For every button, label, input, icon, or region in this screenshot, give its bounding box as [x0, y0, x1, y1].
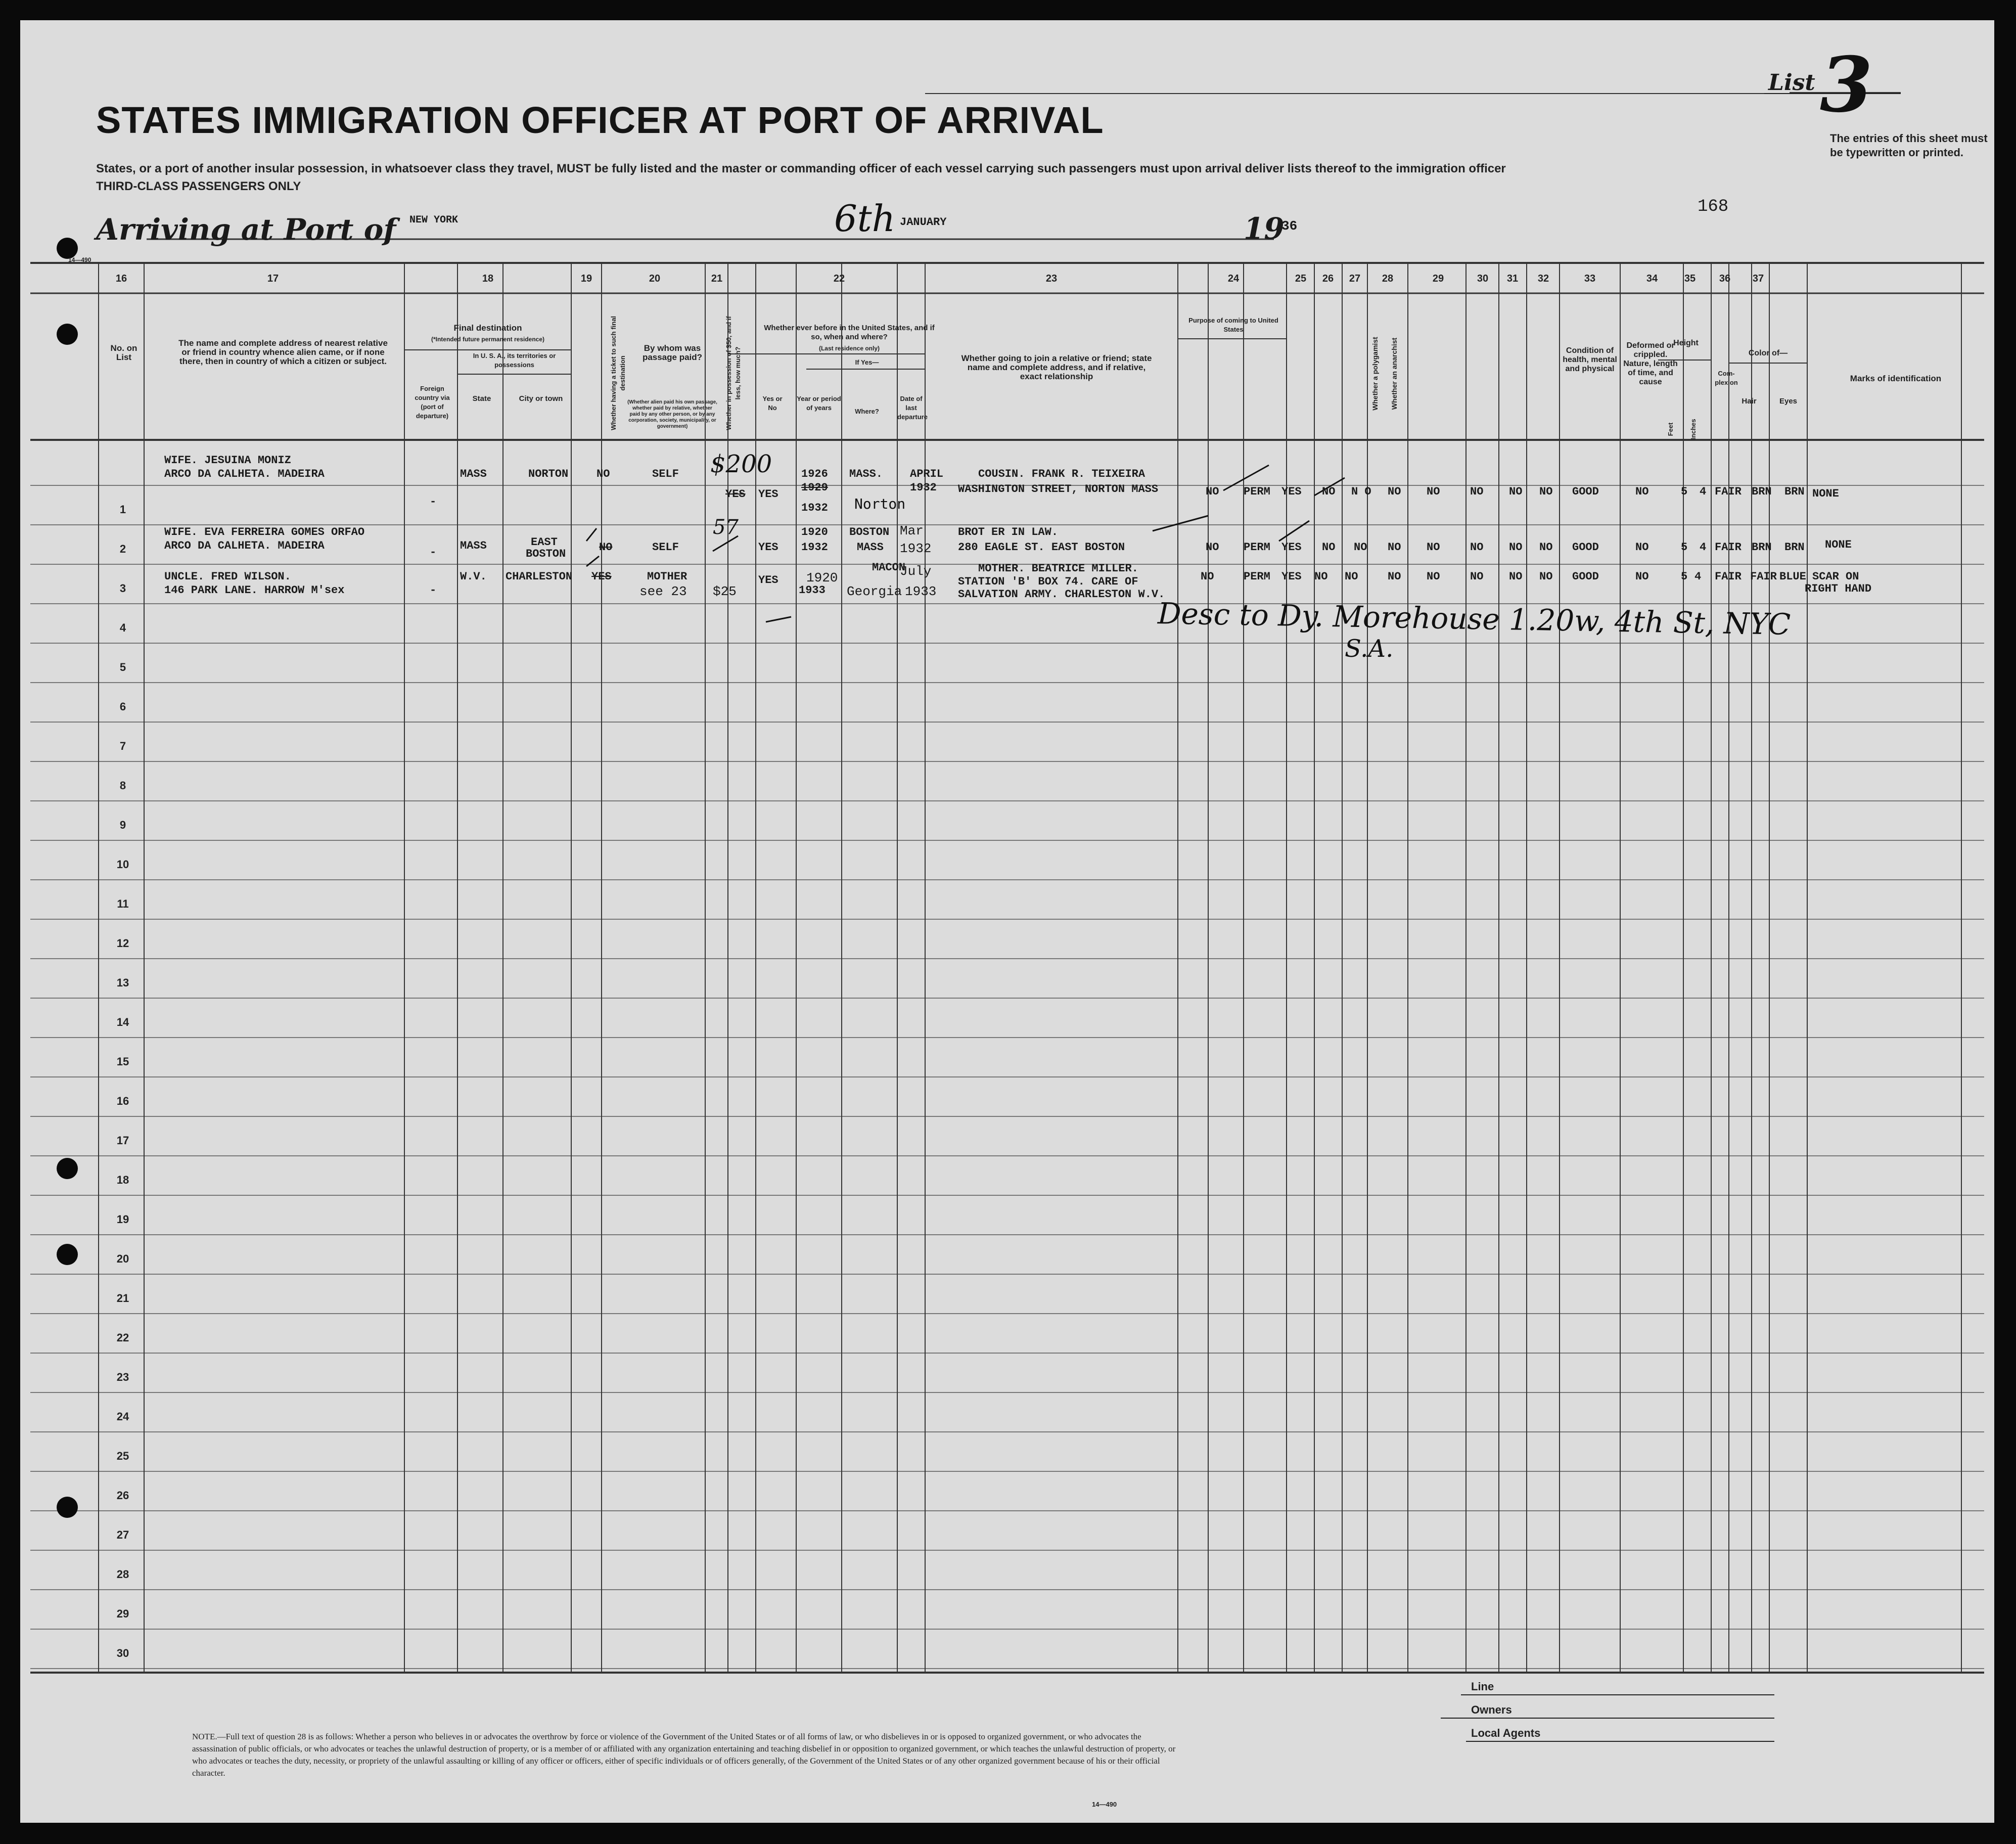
col-height-head: Height	[1673, 339, 1699, 347]
purpose-a: NO	[1206, 485, 1219, 498]
purpose-b: PERM	[1244, 541, 1270, 554]
local-agents-label: Local Agents	[1471, 1727, 1541, 1739]
column-number: 33	[1584, 273, 1596, 284]
inches-value: 4	[1694, 570, 1702, 583]
year-prefix: 19	[1244, 211, 1285, 246]
list-label: List	[1768, 70, 1815, 96]
col-city-head: City or town	[519, 394, 563, 403]
col-before-us-sub: (Last residence only)	[818, 345, 880, 352]
row-number: 7	[119, 740, 126, 752]
column-number: 24	[1227, 273, 1240, 284]
column-number: 35	[1684, 273, 1696, 284]
col-hair-head: Hair	[1742, 397, 1757, 406]
where-line2: MASS	[857, 541, 884, 554]
row-number: 21	[116, 1292, 129, 1305]
column-number: 30	[1477, 273, 1489, 284]
city-value: NORTON	[528, 468, 569, 480]
marks-value: NONE	[1825, 538, 1852, 551]
eyes-value: BRN	[1784, 541, 1805, 554]
line-label: Line	[1471, 1680, 1494, 1693]
column-number: 20	[649, 273, 661, 284]
col-final-destination-sub: (*Intended future permanent residence)	[431, 336, 545, 343]
row-number: 22	[116, 1331, 129, 1344]
column-number: 19	[580, 273, 592, 284]
city-value: CHARLESTON	[506, 570, 573, 583]
column-number: 18	[482, 273, 494, 284]
col29-value: NO	[1470, 485, 1484, 498]
money-value: $25	[713, 584, 737, 599]
join-line2: 280 EAGLE ST. EAST BOSTON	[958, 541, 1125, 554]
years-line2: 1932	[801, 541, 828, 554]
col-ticket-head: Whether having a ticket to such final destination	[610, 316, 626, 431]
punch-hole	[57, 1244, 78, 1265]
marks-value: NONE	[1812, 487, 1839, 500]
hair-value: BRN	[1752, 485, 1772, 498]
join-line3: SALVATION ARMY. CHARLESTON W.V.	[958, 588, 1165, 601]
years-line2: 1932	[801, 502, 828, 514]
row-number: 29	[116, 1607, 129, 1620]
column-number: 28	[1382, 273, 1394, 284]
feet-value: 5	[1681, 485, 1688, 498]
col-condition-head: Condition of health, mental and physical	[1563, 346, 1617, 373]
marks-line1: SCAR ON	[1812, 570, 1859, 583]
column-number: 22	[833, 273, 845, 284]
col-where-head: Where?	[855, 408, 879, 415]
passage-value: SELF	[652, 541, 679, 554]
foreign-value: -	[430, 546, 437, 559]
col30-value: NO	[1509, 541, 1523, 554]
row-number: 16	[116, 1095, 129, 1107]
row-number: 4	[119, 621, 126, 634]
join-line1: COUSIN. FRANK R. TEIXEIRA	[978, 468, 1146, 480]
health-value: GOOD	[1572, 541, 1599, 554]
money-value: 57	[713, 516, 739, 539]
relative-line2: 146 PARK LANE. HARROW M'sex	[164, 584, 345, 597]
col-eyes-head: Eyes	[1779, 397, 1798, 406]
relative-line2: ARCO DA CALHETA. MADEIRA	[164, 539, 325, 552]
where-line1: MASS.	[849, 468, 883, 480]
year-suffix: 36	[1281, 218, 1298, 234]
deformed-value: NO	[1635, 485, 1649, 498]
passage-note: see 23	[639, 584, 687, 599]
col-no-on-list-head: No. on List	[110, 343, 138, 362]
row-number: 17	[116, 1134, 129, 1147]
row-number: 6	[119, 700, 126, 713]
column-number: 37	[1752, 273, 1764, 284]
where-line2: Georgia	[847, 584, 902, 599]
city-line2: BOSTON	[526, 548, 566, 560]
col-foreign-country-head: Foreign country via (port of departure)	[415, 385, 450, 420]
page-title: STATES IMMIGRATION OFFICER AT PORT OF ARRIVAL	[96, 99, 1104, 141]
money-struck: YES	[725, 488, 746, 501]
row-number: 12	[116, 937, 129, 950]
feet-value: 5	[1681, 570, 1688, 583]
column-number: 17	[267, 273, 279, 284]
row-number: 30	[116, 1647, 129, 1659]
col-join-head: Whether going to join a relative or friend; state name and complete address, and if relative, exact relationship	[961, 353, 1152, 381]
years-line1: 1926	[801, 468, 828, 480]
row-number: 20	[116, 1252, 129, 1265]
ticket-value: NO	[597, 468, 610, 480]
footnote-question-28: NOTE.—Full text of question 28 is as follows: Whether a person who believes in or advocates the overthrow by force or violence of the Government of the United States or of all forms of law, or who disbelieves in or is opposed to organized government, or who advocates the assassination of public officials, or who advocates or teaches the unlawful destruction of property, or is a member of or affiliated with any organization entertaining and teaching disbelief in or opposition to organized government, or which teaches the unlawful destruction of property, or who advocates or teaches the duty, necessity, or propriety of the unlawful assaulting or killing of any officer or officers, either of specific individuals or of officers generally, of the Government of the United States or of any other organized government because of his or their official character.	[192, 1732, 1176, 1778]
purpose-b: PERM	[1244, 485, 1270, 498]
col27-value: NO	[1388, 541, 1401, 554]
form-code-top: 14—490	[68, 256, 91, 263]
where-line1: BOSTON	[849, 526, 890, 538]
col-inches-head: Inches	[1689, 419, 1697, 440]
years-line1: 1920	[806, 570, 838, 586]
instruction-text: States, or a port of another insular possession, in whatsoever class they travel, MUST be fully listed and the master or commanding officer of each vessel carrying such passengers must upon arrival deliver lists thereof to the immigration officer	[96, 162, 1506, 175]
col-year-period-head: Year or period of years	[797, 395, 841, 412]
purpose-c: YES	[1281, 570, 1302, 583]
health-value: GOOD	[1572, 570, 1599, 583]
col-yes-or-no-head: Yes or No	[762, 395, 783, 412]
page-number: 168	[1698, 197, 1729, 216]
col25-value: NO	[1322, 541, 1336, 554]
day-value: 6th	[834, 197, 896, 240]
column-number: 29	[1432, 273, 1444, 284]
row-number: 25	[116, 1450, 129, 1462]
relative-line1: WIFE. EVA FERREIRA GOMES ORFAO	[164, 526, 365, 538]
col25-value: NO	[1314, 570, 1328, 583]
purpose-c: YES	[1281, 541, 1302, 554]
row-number: 15	[116, 1055, 129, 1068]
row-number: 11	[117, 897, 129, 910]
col-in-usa-head: In U. S. A., its territories or possessions	[473, 352, 556, 369]
month-value: JANUARY	[900, 216, 947, 229]
deformed-value: NO	[1635, 570, 1649, 583]
row-number: 1	[119, 503, 126, 516]
city-line1: EAST	[531, 536, 558, 549]
col-marks-head: Marks of identification	[1850, 374, 1942, 383]
hair-value: FAIR	[1750, 570, 1777, 583]
col27-value: NO	[1388, 485, 1401, 498]
departure-line1: APRIL	[910, 468, 944, 480]
purpose-a: NO	[1206, 541, 1219, 554]
complexion-value: FAIR	[1715, 485, 1742, 498]
marks-line2: RIGHT HAND	[1805, 582, 1872, 595]
hair-value: BRN	[1752, 541, 1772, 554]
row-number: 9	[119, 819, 126, 831]
class-line: THIRD-CLASS PASSENGERS ONLY	[96, 179, 301, 193]
where-line1: MACON	[872, 561, 906, 574]
column-number: 25	[1295, 273, 1307, 284]
health-value: GOOD	[1572, 485, 1599, 498]
col29-value: NO	[1470, 541, 1484, 554]
col-departure-head: Date of last departure	[897, 395, 928, 421]
before-value: YES	[758, 488, 778, 501]
eyes-value: BLUE	[1779, 570, 1806, 583]
owners-label: Owners	[1471, 1703, 1512, 1716]
ticket-value: YES	[591, 570, 612, 583]
departure-line2: 1932	[910, 481, 937, 494]
complexion-value: FAIR	[1715, 541, 1742, 554]
state-value: W.V.	[460, 570, 487, 583]
col-deformed-head: Deformed or crippled. Nature, length of time, and cause	[1623, 341, 1678, 386]
row-number: 3	[119, 582, 126, 595]
punch-hole	[57, 1497, 78, 1518]
row-number: 10	[116, 858, 129, 871]
row-number: 23	[116, 1371, 129, 1383]
col25-value: NO	[1322, 485, 1336, 498]
join-line1: BROT ER IN LAW.	[958, 526, 1059, 538]
col-final-destination-head: Final destination	[453, 323, 522, 333]
departure-line2: 1932	[900, 541, 932, 556]
col28-value: NO	[1427, 541, 1440, 554]
inches-value: 4	[1700, 485, 1707, 498]
col-anarchist-head: Whether an anarchist	[1390, 337, 1398, 410]
purpose-a: NO	[1201, 570, 1214, 583]
col-feet-head: Feet	[1667, 422, 1674, 436]
departure-line1: July	[900, 564, 932, 579]
col-color-head: Color of—	[1748, 349, 1788, 357]
column-number: 36	[1719, 273, 1731, 284]
row-number: 8	[119, 779, 126, 792]
relative-line1: WIFE. JESUINA MONIZ	[164, 454, 291, 467]
entries-note-line1: The entries of this sheet must	[1830, 132, 1988, 145]
col28-value: NO	[1427, 570, 1440, 583]
form-grid	[20, 20, 1994, 1823]
col28-value: NO	[1427, 485, 1440, 498]
row-number: 24	[116, 1410, 129, 1423]
row-number: 19	[116, 1213, 129, 1226]
purpose-b: PERM	[1244, 570, 1270, 583]
col-money-head: Whether in possession of $50, and if less, how much?	[725, 316, 742, 430]
inches-value: 4	[1700, 541, 1707, 554]
row-number: 14	[116, 1016, 129, 1028]
column-number: 21	[711, 273, 723, 284]
punch-hole	[57, 324, 78, 345]
relative-line2: ARCO DA CALHETA. MADEIRA	[164, 468, 325, 480]
col-state-head: State	[472, 394, 491, 403]
manifest-sheet	[20, 20, 1994, 1823]
column-number: 34	[1646, 273, 1658, 284]
list-number: 3	[1820, 40, 1873, 129]
row-number: 18	[116, 1174, 129, 1186]
col26-value: NO	[1354, 541, 1367, 554]
before-value: YES	[758, 574, 778, 587]
join-line2: WASHINGTON STREET, NORTON MASS	[958, 483, 1159, 496]
column-number: 16	[115, 273, 127, 284]
money-value: $200	[710, 450, 772, 478]
col-before-us-head: Whether ever before in the United States, and if so, when and where?	[764, 324, 935, 341]
col27-value: NO	[1388, 570, 1401, 583]
col30-value: NO	[1509, 570, 1523, 583]
departure-line2: 1933	[905, 584, 937, 599]
foreign-value: -	[430, 584, 437, 597]
state-value: MASS	[460, 539, 487, 552]
col-polygamist-head: Whether a polygamist	[1371, 337, 1379, 411]
column-number: 23	[1045, 273, 1058, 284]
where-line2: Norton	[854, 496, 906, 512]
form-code-bottom: 14—490	[1092, 1801, 1117, 1808]
column-number: 26	[1322, 273, 1334, 284]
row-number: 5	[119, 661, 126, 673]
col31-value: NO	[1539, 485, 1553, 498]
years-struck: 1929	[801, 481, 828, 494]
column-number: 32	[1537, 273, 1549, 284]
column-number: 27	[1349, 273, 1361, 284]
col-passage-sub: (Whether alien paid his own passage, whether paid by relative, whether paid by any other person, or by any corporation, society, municipality, or government)	[627, 399, 717, 429]
foreign-value: -	[430, 496, 437, 508]
years-line2: 1933	[799, 584, 826, 597]
passage-value: SELF	[652, 468, 679, 480]
state-value: MASS	[460, 468, 487, 480]
before-value: YES	[758, 541, 778, 554]
passage-value: MOTHER	[647, 570, 688, 583]
col29-value: NO	[1470, 570, 1484, 583]
row-number: 2	[119, 543, 126, 555]
entries-note-line2: be typewritten or printed.	[1830, 146, 1964, 159]
col30-value: NO	[1509, 485, 1523, 498]
col-passage-head: By whom was passage paid?	[642, 343, 703, 362]
row-number: 27	[116, 1528, 129, 1541]
col26-value: NO	[1345, 570, 1358, 583]
col-relative-head: The name and complete address of nearest relative or friend in country whence alien came, or if none there, then in country of which a citizen or subject.	[178, 338, 388, 366]
col-complexion-head: Com-plexion	[1715, 370, 1738, 386]
deformed-value: NO	[1635, 541, 1649, 554]
port-value: NEW YORK	[409, 214, 459, 226]
relative-line1: UNCLE. FRED WILSON.	[164, 570, 291, 583]
complexion-value: FAIR	[1715, 570, 1742, 583]
handwritten-annotation-sa: S.A.	[1345, 635, 1394, 663]
join-line1: MOTHER. BEATRICE MILLER.	[978, 562, 1138, 575]
ticket-value: NO	[599, 541, 613, 554]
row-number: 26	[116, 1489, 129, 1502]
feet-value: 5	[1681, 541, 1688, 554]
arriving-label: Arriving at Port of	[96, 212, 396, 247]
punch-hole	[57, 1158, 78, 1179]
col31-value: NO	[1539, 570, 1553, 583]
col-purpose-head: Purpose of coming to United States	[1188, 317, 1278, 333]
join-line2: STATION 'B' BOX 74. CARE OF	[958, 575, 1138, 588]
departure-line1: Mar	[900, 523, 924, 538]
handwritten-annotation: Desc to Dy. Morehouse 1.20w, 4th St, NYC	[1157, 596, 1791, 642]
years-line1: 1920	[801, 526, 828, 538]
purpose-c: YES	[1281, 485, 1302, 498]
column-number: 31	[1506, 273, 1519, 284]
row-number: 13	[116, 976, 129, 989]
row-number: 28	[116, 1568, 129, 1581]
col-if-yes-head: If Yes—	[855, 358, 879, 366]
col26-value: N O	[1351, 485, 1371, 498]
col31-value: NO	[1539, 541, 1553, 554]
eyes-value: BRN	[1784, 485, 1805, 498]
